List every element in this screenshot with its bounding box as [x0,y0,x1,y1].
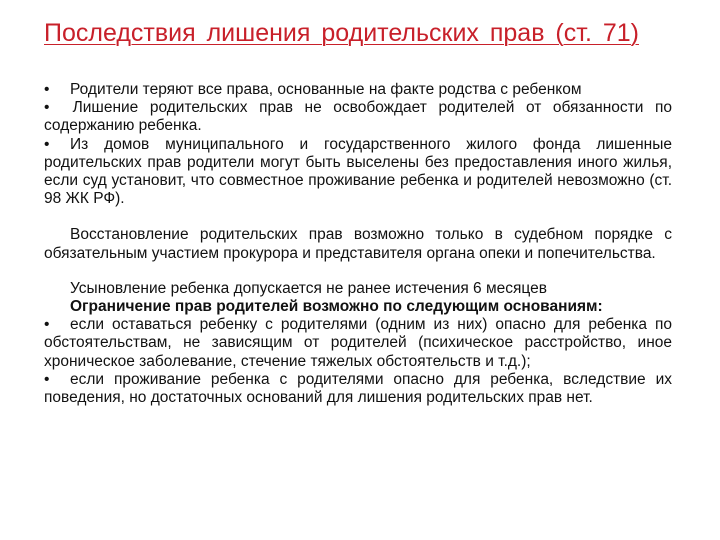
bullet-item [44,136,672,209]
restoration-paragraph: Восстановление родительских прав возможно только в судебном порядке с обязательным участием прокурора и представителя органа опеки и попечительства. [44,226,672,262]
bullet-text: Родители теряют все права, основанные на факте родства с ребенком [70,81,582,98]
bullet-icon: • [44,135,50,153]
restriction-heading: Ограничение прав родителей возможно по следующим основаниям: [70,298,603,316]
bullet-icon: • [44,316,50,334]
bullet-icon: • [44,99,50,117]
bullet-text: Лишение родительских прав не освобождает родителей от обязанности по содержанию ребенка. [44,99,672,135]
bullet-item [44,316,672,371]
bullet-text: Из домов муниципального и государственного жилого фонда лишенные родительских прав родители могут быть выселены без предоставления иного жилья, если суд установит, что совместное проживание ребенка и родителей невозможно (ст. 98 ЖК РФ). [44,135,672,208]
slide-title: Последствия лишения родительских прав (ст. 71) [44,19,639,47]
bullet-item [44,81,672,99]
bullet-item [44,99,672,135]
bullet-icon: • [44,370,50,388]
bullet-icon: • [44,81,50,98]
slide-body [44,81,672,407]
bullet-text: если оставаться ребенку с родителями (одним из них) опасно для ребенка по обстоятельствам, не зависящим от родителей (психическое расстройство, иное хроническое заболевание, стечение тяжелых обстоятельств и т.д.); [44,316,672,370]
bullet-item [44,371,672,407]
adoption-paragraph: Усыновление ребенка допускается не ранее истечения 6 месяцев [70,279,547,297]
bullet-text: если проживание ребенка с родителями опасно для ребенка, вследствие их поведения, но достаточных оснований для лишения родительских прав нет. [44,370,672,407]
